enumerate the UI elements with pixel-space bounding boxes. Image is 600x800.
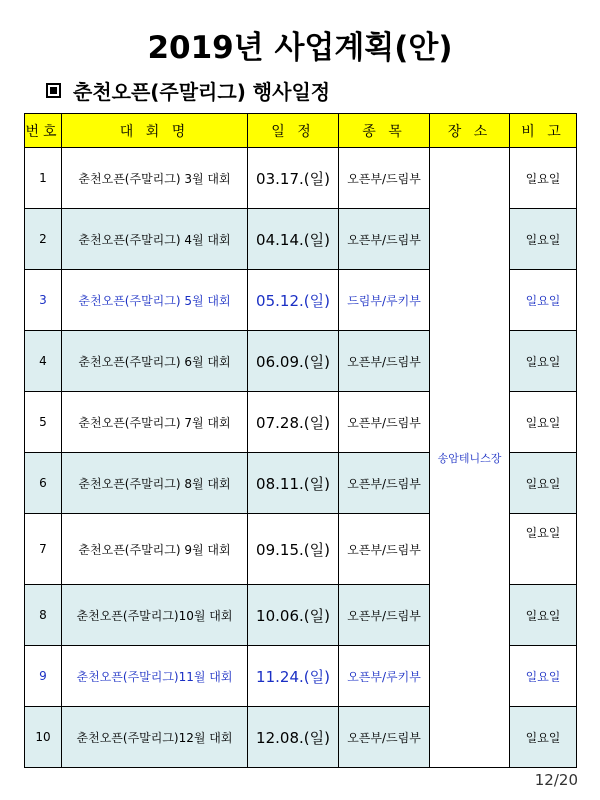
tournament-note: 일요일 (510, 270, 577, 331)
row-number: 1 (25, 148, 62, 209)
row-number: 10 (25, 707, 62, 768)
tournament-date: 06.09.(일) (248, 331, 339, 392)
tournament-date: 04.14.(일) (248, 209, 339, 270)
tournament-note: 일요일 (510, 707, 577, 768)
header-name: 대 회 명 (62, 114, 248, 148)
tournament-date: 08.11.(일) (248, 453, 339, 514)
header-place: 장 소 (430, 114, 510, 148)
page-number: 12/20 (534, 771, 578, 789)
tournament-name: 춘천오픈(주말리그)12월 대회 (62, 707, 248, 768)
tournament-event: 오픈부/드림부 (339, 453, 430, 514)
tournament-note: 일요일 (510, 209, 577, 270)
row-number: 8 (25, 585, 62, 646)
header-event: 종 목 (339, 114, 430, 148)
tournament-note: 일요일 (510, 392, 577, 453)
tournament-event: 오픈부/드림부 (339, 209, 430, 270)
tournament-date: 09.15.(일) (248, 514, 339, 585)
row-number: 6 (25, 453, 62, 514)
tournament-date: 10.06.(일) (248, 585, 339, 646)
tournament-date: 03.17.(일) (248, 148, 339, 209)
schedule-table (24, 113, 577, 768)
tournament-name: 춘천오픈(주말리그) 8월 대회 (62, 453, 248, 514)
header-no: 번호 (25, 114, 62, 148)
section-heading (46, 76, 330, 105)
tournament-name: 춘천오픈(주말리그) 7월 대회 (62, 392, 248, 453)
header-date: 일 정 (248, 114, 339, 148)
row-number: 9 (25, 646, 62, 707)
tournament-name: 춘천오픈(주말리그) 6월 대회 (62, 331, 248, 392)
tournament-event: 오픈부/드림부 (339, 585, 430, 646)
venue: 송암테니스장 (430, 148, 510, 768)
tournament-note: 일요일 (510, 585, 577, 646)
row-number: 5 (25, 392, 62, 453)
tournament-note: 일요일 (510, 514, 577, 585)
row-number: 7 (25, 514, 62, 585)
tournament-date: 11.24.(일) (248, 646, 339, 707)
square-bullet-icon (46, 83, 61, 98)
table-row (25, 148, 577, 209)
row-number: 2 (25, 209, 62, 270)
tournament-event: 오픈부/드림부 (339, 707, 430, 768)
tournament-note: 일요일 (510, 646, 577, 707)
tournament-event: 오픈부/드림부 (339, 514, 430, 585)
tournament-name: 춘천오픈(주말리그)11월 대회 (62, 646, 248, 707)
tournament-note: 일요일 (510, 148, 577, 209)
tournament-event: 오픈부/루키부 (339, 646, 430, 707)
tournament-event: 드림부/루키부 (339, 270, 430, 331)
tournament-name: 춘천오픈(주말리그) 5월 대회 (62, 270, 248, 331)
row-number: 3 (25, 270, 62, 331)
tournament-name: 춘천오픈(주말리그)10월 대회 (62, 585, 248, 646)
tournament-event: 오픈부/드림부 (339, 392, 430, 453)
tournament-date: 07.28.(일) (248, 392, 339, 453)
header-row (25, 114, 577, 148)
tournament-name: 춘천오픈(주말리그) 4월 대회 (62, 209, 248, 270)
tournament-note: 일요일 (510, 331, 577, 392)
page-title: 2019년 사업계획(안) (147, 30, 453, 66)
tournament-date: 12.08.(일) (248, 707, 339, 768)
tournament-note: 일요일 (510, 453, 577, 514)
row-number: 4 (25, 331, 62, 392)
section-heading-text: 춘천오픈(주말리그) 행사일정 (73, 80, 331, 104)
tournament-event: 오픈부/드림부 (339, 148, 430, 209)
tournament-date: 05.12.(일) (248, 270, 339, 331)
tournament-name: 춘천오픈(주말리그) 3월 대회 (62, 148, 248, 209)
tournament-name: 춘천오픈(주말리그) 9월 대회 (62, 514, 248, 585)
tournament-event: 오픈부/드림부 (339, 331, 430, 392)
header-note: 비 고 (510, 114, 577, 148)
